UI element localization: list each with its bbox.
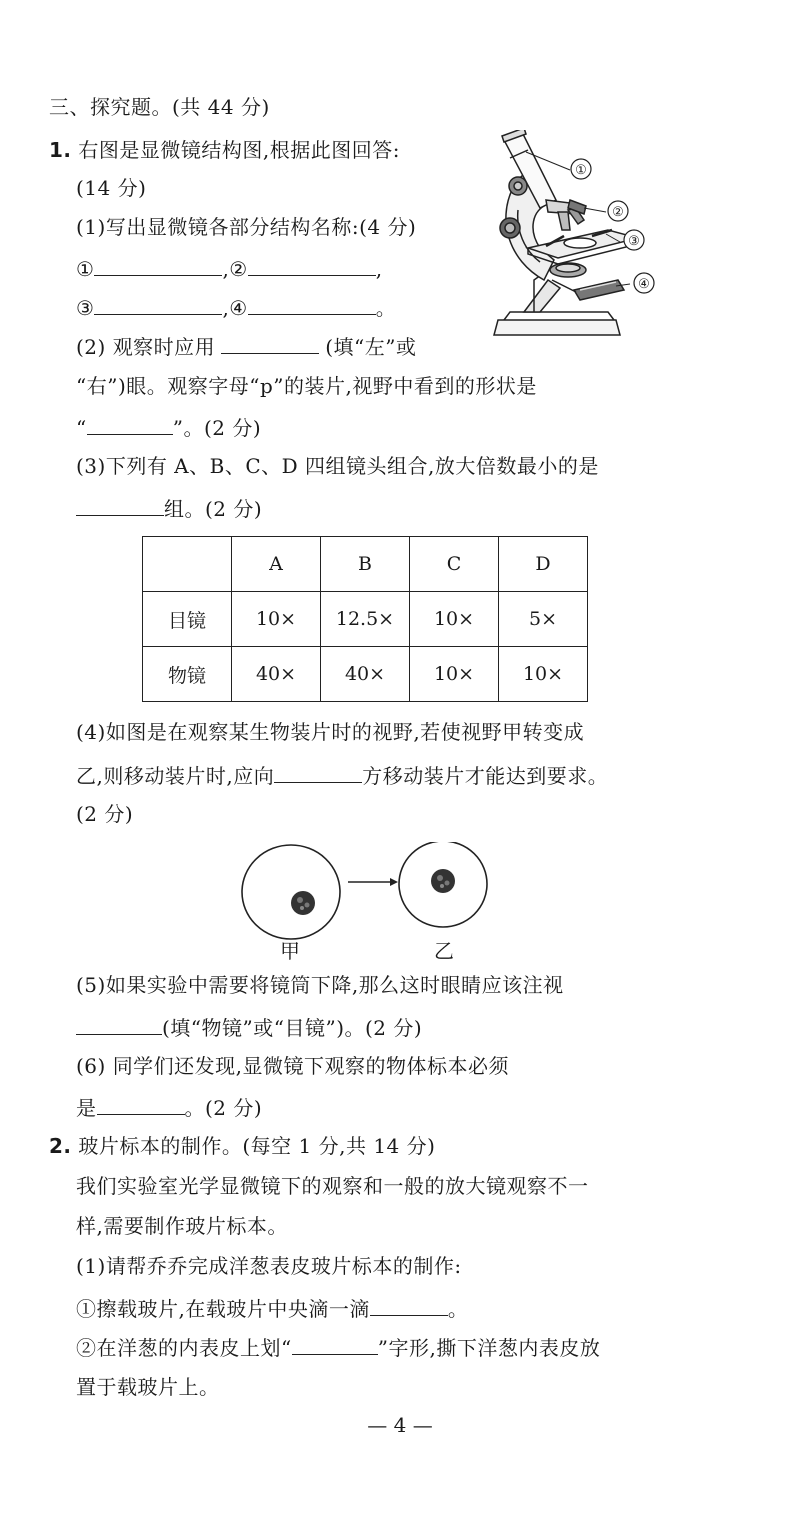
table-cell: 12.5×: [321, 592, 410, 647]
q1-part4-line3: (2 分): [76, 802, 134, 826]
label-yi: 乙: [434, 939, 454, 963]
answer-blank-1[interactable]: [94, 255, 222, 276]
table-header-cell: D: [499, 537, 588, 592]
specimen-answer-blank[interactable]: [97, 1094, 185, 1115]
table-cell: 40×: [321, 647, 410, 702]
microscope-icon: [494, 130, 638, 335]
shape-answer-blank[interactable]: [87, 414, 173, 435]
table-cell: 目镜: [143, 592, 232, 647]
q1-number: 1.: [49, 138, 72, 162]
q1-part4-text: 乙,则移动装片时,应向: [76, 764, 275, 788]
page-number: — 4 —: [367, 1413, 433, 1437]
microscope-label-1: ①: [575, 163, 587, 178]
q1-part6-line1: (6) 同学们还发现,显微镜下观察的物体标本必须: [76, 1054, 510, 1078]
q1-blanks-row2: [76, 294, 396, 320]
microscope-label-2: ②: [612, 205, 624, 220]
table-header-cell: A: [232, 537, 321, 592]
quote-open: “: [76, 416, 87, 440]
table-row: [143, 647, 588, 702]
q1-part6-text: 。(2 分): [184, 1096, 263, 1120]
table-cell: 10×: [410, 592, 499, 647]
field-of-view-figure: [238, 842, 494, 958]
q2-step2-text: ②在洋葱的内表皮上划“: [76, 1336, 292, 1360]
q2-intro: 玻片标本的制作。(每空 1 分,共 14 分): [78, 1134, 436, 1158]
q1-part4-line1: (4)如图是在观察某生物装片时的视野,若使视野甲转变成: [76, 720, 585, 744]
q1-part3-line2: [76, 495, 262, 521]
q1-part5-line1: (5)如果实验中需要将镜筒下降,那么这时眼睛应该注视: [76, 973, 564, 997]
field-jia-circle: [242, 845, 340, 939]
blank-label-1: ①: [76, 257, 95, 281]
cell-jia-icon: [291, 891, 315, 915]
q1-part2-line2: “右”)眼。观察字母“p”的装片,视野中看到的形状是: [76, 374, 537, 398]
q2-line1: 我们实验室光学显微镜下的观察和一般的放大镜观察不一: [76, 1174, 589, 1198]
q1-part1: (1)写出显微镜各部分结构名称:(4 分): [76, 215, 417, 239]
answer-blank-2[interactable]: [248, 255, 376, 276]
blank-label-3: ③: [76, 296, 95, 320]
q1-part2-text: (2) 观察时应用: [76, 335, 216, 359]
table-cell: 40×: [232, 647, 321, 702]
q1-part2-line3: [76, 414, 261, 440]
table-cell: 10×: [232, 592, 321, 647]
q1-part6-line2: [76, 1094, 262, 1120]
microscope-label-4: ④: [638, 277, 650, 292]
q1-part4-text: 方移动装片才能达到要求。: [362, 764, 609, 788]
q2-part1: (1)请帮乔乔完成洋葱表皮玻片标本的制作:: [76, 1254, 462, 1278]
q2-step2: [76, 1334, 600, 1360]
q1-part6-text: 是: [76, 1096, 97, 1120]
table-cell: 物镜: [143, 647, 232, 702]
arrow-right-icon: [390, 878, 398, 886]
comma: ,: [222, 257, 230, 281]
lens-table: [142, 536, 588, 702]
q2-step1-text: 。: [447, 1297, 469, 1321]
q1-intro: 右图是显微镜结构图,根据此图回答:: [78, 138, 400, 162]
q1-part5-line2: [76, 1014, 422, 1040]
q1-part2-text: (填“左”或: [325, 335, 417, 359]
microscope-label-3: ③: [628, 234, 640, 249]
label-jia: 甲: [280, 939, 300, 963]
q1-part3-text: 组。(2 分): [164, 497, 263, 521]
q1-part4-line2: [76, 762, 608, 788]
q1-blanks-row1: [76, 255, 383, 281]
cell-yi-icon: [431, 869, 455, 893]
quote-close: ”。(2 分): [172, 416, 262, 440]
q2-step2-text: ”字形,撕下洋葱内表皮放: [377, 1336, 601, 1360]
table-header-cell: [143, 537, 232, 592]
table-header-row: [143, 537, 588, 592]
table-header-cell: C: [410, 537, 499, 592]
shape-cut-answer-blank[interactable]: [292, 1334, 378, 1355]
comma: ,: [375, 257, 383, 281]
comma: ,: [222, 296, 230, 320]
table-cell: 10×: [499, 647, 588, 702]
table-cell: 10×: [410, 647, 499, 702]
q2-step2-cont: 置于载玻片上。: [76, 1375, 220, 1399]
table-row: [143, 592, 588, 647]
q1-points: (14 分): [76, 176, 147, 200]
q2-intro-line: [49, 1134, 435, 1158]
table-header-cell: B: [321, 537, 410, 592]
answer-blank-4[interactable]: [248, 294, 376, 315]
group-answer-blank[interactable]: [76, 495, 164, 516]
eye-answer-blank[interactable]: [221, 333, 319, 354]
q1-part2-line1: [76, 333, 416, 359]
q2-number: 2.: [49, 1134, 72, 1158]
drop-answer-blank[interactable]: [370, 1295, 448, 1316]
section-title: 三、探究题。(共 44 分): [49, 95, 270, 119]
q2-step1-text: ①擦载玻片,在载玻片中央滴一滴: [76, 1297, 370, 1321]
answer-blank-3[interactable]: [94, 294, 222, 315]
table-cell: 5×: [499, 592, 588, 647]
direction-answer-blank[interactable]: [274, 762, 362, 783]
q1-intro-line: [49, 138, 400, 162]
observe-answer-blank[interactable]: [76, 1014, 162, 1035]
blank-label-2: ②: [229, 257, 248, 281]
q2-line2: 样,需要制作玻片标本。: [76, 1214, 288, 1238]
q1-part3-line1: (3)下列有 A、B、C、D 四组镜头组合,放大倍数最小的是: [76, 454, 599, 478]
period: 。: [375, 296, 397, 320]
q1-part5-text: (填“物镜”或“目镜”)。(2 分): [162, 1016, 423, 1040]
blank-label-4: ④: [229, 296, 248, 320]
microscope-diagram: [488, 130, 660, 342]
q2-step1: [76, 1295, 468, 1321]
